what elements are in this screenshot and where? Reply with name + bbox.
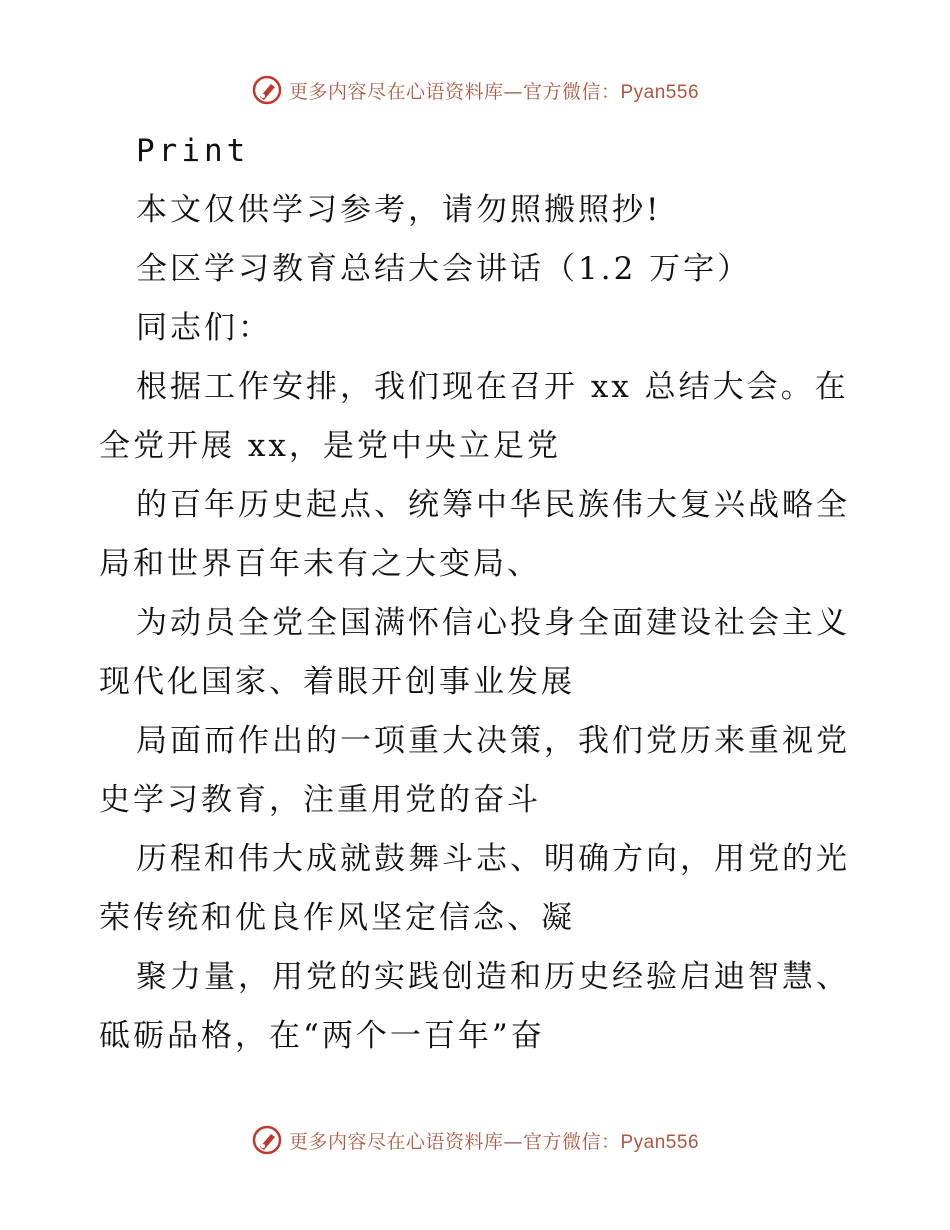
header-banner-official: 官方微信： [522, 80, 621, 103]
salutation: 同志们： [136, 310, 272, 346]
footer-banner-separator: — [503, 1130, 523, 1153]
footer-banner-id: Pyan556 [620, 1131, 700, 1153]
paragraph-line: 为动员全党全国满怀信心投身全面建设社会主义 [136, 605, 850, 641]
paragraph-line: 现代化国家、着眼开创事业发展 [99, 664, 575, 700]
pen-nib-logo-icon [251, 1124, 283, 1156]
footer-banner-text [289, 1127, 699, 1154]
paragraph-line: 局和世界百年未有之大变局、 [99, 546, 541, 582]
document-body [99, 122, 859, 1066]
header-banner-text [289, 77, 699, 104]
header-banner-separator: — [503, 80, 523, 103]
paragraph-line: 历程和伟大成就鼓舞斗志、明确方向，用党的光 [136, 841, 850, 877]
paragraph-line: 的百年历史起点、统筹中华民族伟大复兴战略全 [136, 487, 850, 523]
disclaimer-line: 本文仅供学习参考，请勿照搬照抄! [136, 192, 662, 228]
header-banner [0, 70, 950, 110]
paragraph-line: 根据工作安排，我们现在召开 xx 总结大会。在 [136, 369, 849, 405]
paragraph-line: 局面而作出的一项重大决策，我们党历来重视党 [136, 723, 850, 759]
footer-banner-official: 官方微信： [522, 1130, 621, 1153]
footer-banner [0, 1120, 950, 1160]
footer-banner-cn: 更多内容尽在心语资料库 [288, 1130, 504, 1153]
header-banner-id: Pyan556 [620, 81, 700, 103]
header-banner-cn: 更多内容尽在心语资料库 [288, 80, 504, 103]
document-title: 全区学习教育总结大会讲话（1.2 万字） [136, 251, 752, 287]
print-label: Print [136, 133, 250, 169]
paragraph-line: 荣传统和优良作风坚定信念、凝 [99, 900, 575, 936]
paragraph-line: 全党开展 xx，是党中央立足党 [99, 428, 561, 464]
paragraph-line: 砥砺品格，在“两个一百年”奋 [99, 1018, 545, 1054]
paragraph-line: 聚力量，用党的实践创造和历史经验启迪智慧、 [136, 959, 850, 995]
pen-nib-logo-icon [251, 74, 283, 106]
paragraph-line: 史学习教育，注重用党的奋斗 [99, 782, 541, 818]
